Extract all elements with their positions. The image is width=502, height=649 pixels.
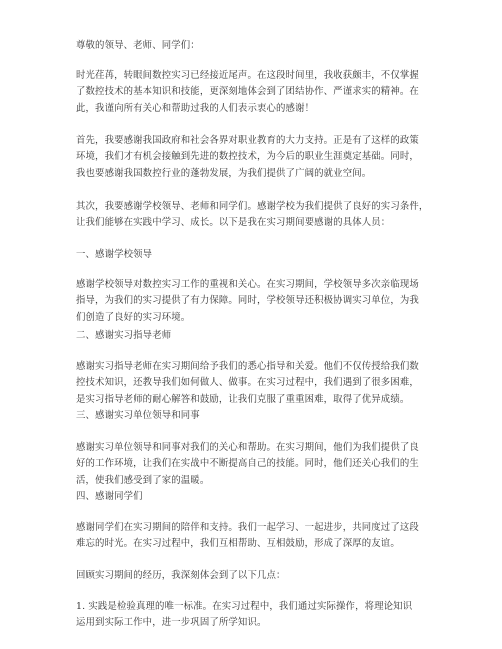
paragraph-line: 我也要感谢我国数控行业的蓬勃发展，为我们提供了广阔的就业空间。 <box>76 167 372 179</box>
paragraph-line: 让我们能够在实践中学习、成长。以下是我在实习期间要感谢的具体人员： <box>76 217 391 229</box>
paragraph-line: 难忘的时光。在实习过程中，我们互相帮助、互相鼓励，形成了深厚的友谊。 <box>76 538 400 550</box>
paragraph-line: 其次，我要感谢学校领导、老师和同学们。感谢学校为我们提供了良好的实习条件， <box>76 201 429 212</box>
paragraph-line: 是实习指导老师的耐心解答和鼓励，让我们克服了重重困难，取得了优异成绩。 <box>76 393 410 405</box>
greeting-line: 尊敬的领导、老师、同学们： <box>76 40 200 51</box>
paragraph-line: 首先，我要感谢我国政府和社会各界对职业教育的大力支持。正是有了这样的政策 <box>76 135 419 146</box>
paragraph-line: 控技术知识，还教导我们如何做人、做事。在实习过程中，我们遇到了很多困难， <box>76 377 419 389</box>
paragraph-line: 此，我谨向所有关心和帮助过我的人们表示衷心的感谢！ <box>76 102 315 114</box>
paragraph-line: 运用到实际工作中，进一步巩固了所学知识。 <box>76 617 267 629</box>
paragraph-line: 感谢实习单位领导和同事对我们的关心和帮助。在实习期间，他们为我们提供了良 <box>76 442 419 453</box>
section-heading <box>76 408 426 424</box>
paragraph-employer <box>76 440 426 489</box>
paragraph-line: 感谢学校领导对数控实习工作的重视和关心。在实习期间，学校领导多次亲临现场 <box>76 279 419 290</box>
section-heading-text: 二、感谢实习指导老师 <box>76 330 172 341</box>
paragraph-line: 好的工作环境，让我们在实战中不断提高自己的技能。同时，他们还关心我们的生 <box>76 458 419 470</box>
paragraph-school-leaders <box>76 277 426 326</box>
section-heading-text: 一、感谢学校领导 <box>76 249 153 260</box>
paragraph-line: 感谢同学们在实习期间的陪伴和支持。我们一起学习、一起进步，共同度过了这段 <box>76 522 419 533</box>
section-heading-text: 四、感谢同学们 <box>76 491 143 502</box>
paragraph-line: 环境，我们才有机会接触到先进的数控技术，为今后的职业生涯奠定基础。同时， <box>76 151 419 163</box>
paragraph-line: 时光荏苒，转眼间数控实习已经接近尾声。在这段时间里，我收获颇丰，不仅掌握 <box>76 70 419 81</box>
paragraph-line: 感谢实习指导老师在实习期间给予我们的悉心指导和关爱。他们不仅传授给我们数 <box>76 361 419 372</box>
paragraph-intro <box>76 68 426 117</box>
section-heading <box>76 328 426 344</box>
paragraph-classmates <box>76 520 426 553</box>
paragraph-line: 了数控技术的基本知识和技能，更深刻地体会到了团结协作、严谨求实的精神。在 <box>76 86 419 98</box>
paragraph-line: 活，使我们感受到了家的温暖。 <box>76 474 210 486</box>
paragraph-instructors <box>76 359 426 408</box>
list-item <box>76 599 426 632</box>
paragraph-line: 1. 实践是检验真理的唯一标准。在实习过程中，我们通过实际操作，将理论知识 <box>76 601 413 612</box>
paragraph-line: 回顾实习期间的经历，我深刻体会到了以下几点： <box>76 570 286 581</box>
paragraph-line: 们创造了良好的实习环境。 <box>76 311 191 323</box>
section-heading <box>76 247 426 263</box>
paragraph-first <box>76 133 426 182</box>
section-heading <box>76 489 426 505</box>
section-heading-text: 三、感谢实习单位领导和同事 <box>76 410 200 421</box>
paragraph-reflection <box>76 568 426 584</box>
paragraph-second <box>76 199 429 232</box>
paragraph-line: 指导，为我们的实习提供了有力保障。同时，学校领导还积极协调实习单位，为我 <box>76 295 419 307</box>
greeting <box>76 38 426 54</box>
